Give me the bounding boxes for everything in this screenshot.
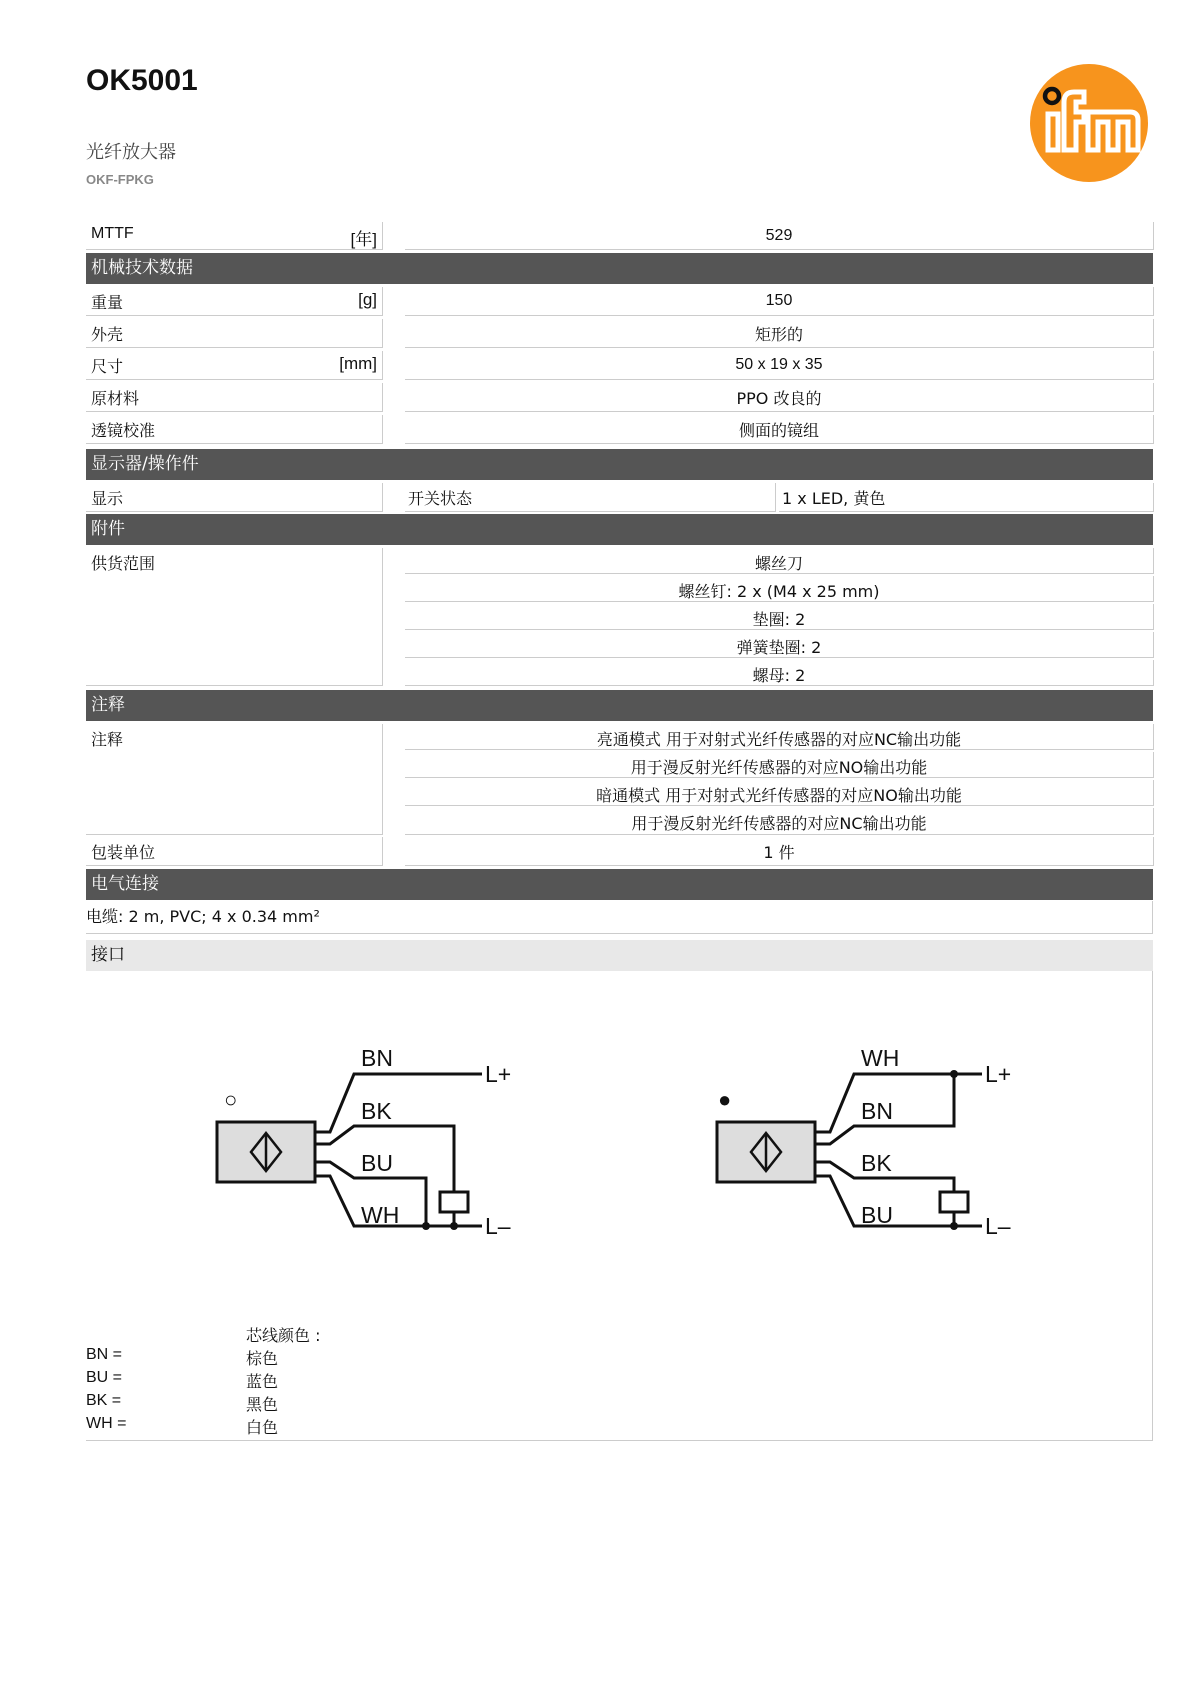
wire-label: BN [861, 1098, 893, 1124]
spec-row-label: 外壳 [86, 319, 383, 348]
note-item: 用于漫反射光纤传感器的对应NC输出功能 [405, 808, 1154, 835]
note-item: 暗通模式 用于对射式光纤传感器的对应NO输出功能 [405, 780, 1154, 806]
legend-row: BN = 棕色 [86, 1346, 279, 1368]
note-item: 用于漫反射光纤传感器的对应NO输出功能 [405, 752, 1154, 778]
wire-label: WH [861, 1045, 900, 1071]
legend-row: BK = 黑色 [86, 1392, 279, 1414]
wire-label: BU [861, 1202, 893, 1228]
wire-label: BK [861, 1150, 892, 1176]
spec-row-value: PPO 改良的 [405, 383, 1154, 412]
mode-symbol-filled: ● [718, 1087, 732, 1112]
notes-label-cell [86, 724, 383, 835]
cable-spec: 电缆: 2 m, PVC; 4 x 0.34 mm² [86, 901, 1153, 934]
section-notes: 注释 [86, 690, 1153, 721]
ifm-logo [1028, 62, 1150, 184]
wiring-diagram-dark-on [700, 1040, 1040, 1250]
legend-row: WH = 白色 [86, 1415, 279, 1437]
accessory-item: 螺丝钉: 2 x (M4 x 25 mm) [405, 576, 1154, 602]
package-label: 包装单位 [91, 843, 156, 862]
spec-row-value: 50 x 19 x 35 [405, 351, 1154, 380]
spec-row-label: 透镜校准 [86, 415, 383, 444]
supply-plus-label: L+ [485, 1061, 512, 1087]
wire-label: WH [361, 1202, 400, 1228]
spec-row-label: 重量 [g] [86, 287, 383, 316]
wire-label: BK [361, 1098, 392, 1124]
supply-minus-label: L– [485, 1213, 511, 1239]
package-value: 1 件 [763, 843, 795, 862]
mttf-value-cell [405, 222, 1154, 250]
accessory-item: 螺母: 2 [405, 660, 1154, 686]
display-name-cell [405, 483, 776, 512]
display-value: 1 x LED, 黄色 [782, 489, 886, 508]
package-value-cell [405, 837, 1154, 866]
supply-minus-label: L– [985, 1213, 1011, 1239]
wire-label: BN [361, 1045, 393, 1071]
display-value-cell [779, 483, 1154, 512]
product-title: OK5001 [86, 64, 198, 97]
section-electrical: 电气连接 [86, 869, 1153, 900]
mttf-unit: [年] [350, 230, 377, 249]
accessories-label: 供货范围 [91, 554, 156, 573]
spec-row-label: 尺寸 [mm] [86, 351, 383, 380]
accessory-item: 弹簧垫圈: 2 [405, 632, 1154, 658]
accessory-item: 垫圈: 2 [405, 604, 1154, 630]
wire-label: BU [361, 1150, 393, 1176]
supply-plus-label: L+ [985, 1061, 1012, 1087]
package-label-cell [86, 837, 383, 866]
spec-row-value: 矩形的 [405, 319, 1154, 348]
mttf-label-cell [86, 222, 383, 250]
mttf-label: MTTF [91, 225, 134, 242]
legend-title-row [86, 1323, 406, 1346]
display-label-cell [86, 483, 383, 512]
product-code: OKF-FPKG [86, 172, 154, 187]
note-item: 亮通模式 用于对射式光纤传感器的对应NC输出功能 [405, 724, 1154, 750]
legend-title: 芯线颜色 : [246, 1326, 321, 1345]
mode-symbol-open: ○ [224, 1087, 238, 1112]
accessories-label-cell [86, 548, 383, 686]
display-label: 显示 [91, 489, 124, 508]
spec-row-value: 侧面的镜组 [405, 415, 1154, 444]
display-name: 开关状态 [408, 489, 473, 508]
legend-row: BU = 蓝色 [86, 1369, 279, 1391]
spec-row-value: 150 [405, 287, 1154, 316]
section-display: 显示器/操作件 [86, 449, 1153, 480]
section-accessories: 附件 [86, 514, 1153, 545]
interface-heading: 接口 [86, 940, 1153, 971]
accessory-item: 螺丝刀 [405, 548, 1154, 574]
mttf-value: 529 [765, 227, 793, 244]
section-mechanical: 机械技术数据 [86, 253, 1153, 284]
notes-label: 注释 [91, 730, 124, 749]
product-subtitle: 光纤放大器 [86, 142, 176, 163]
spec-row-label: 原材料 [86, 383, 383, 412]
wiring-diagram-light-on [200, 1040, 540, 1250]
